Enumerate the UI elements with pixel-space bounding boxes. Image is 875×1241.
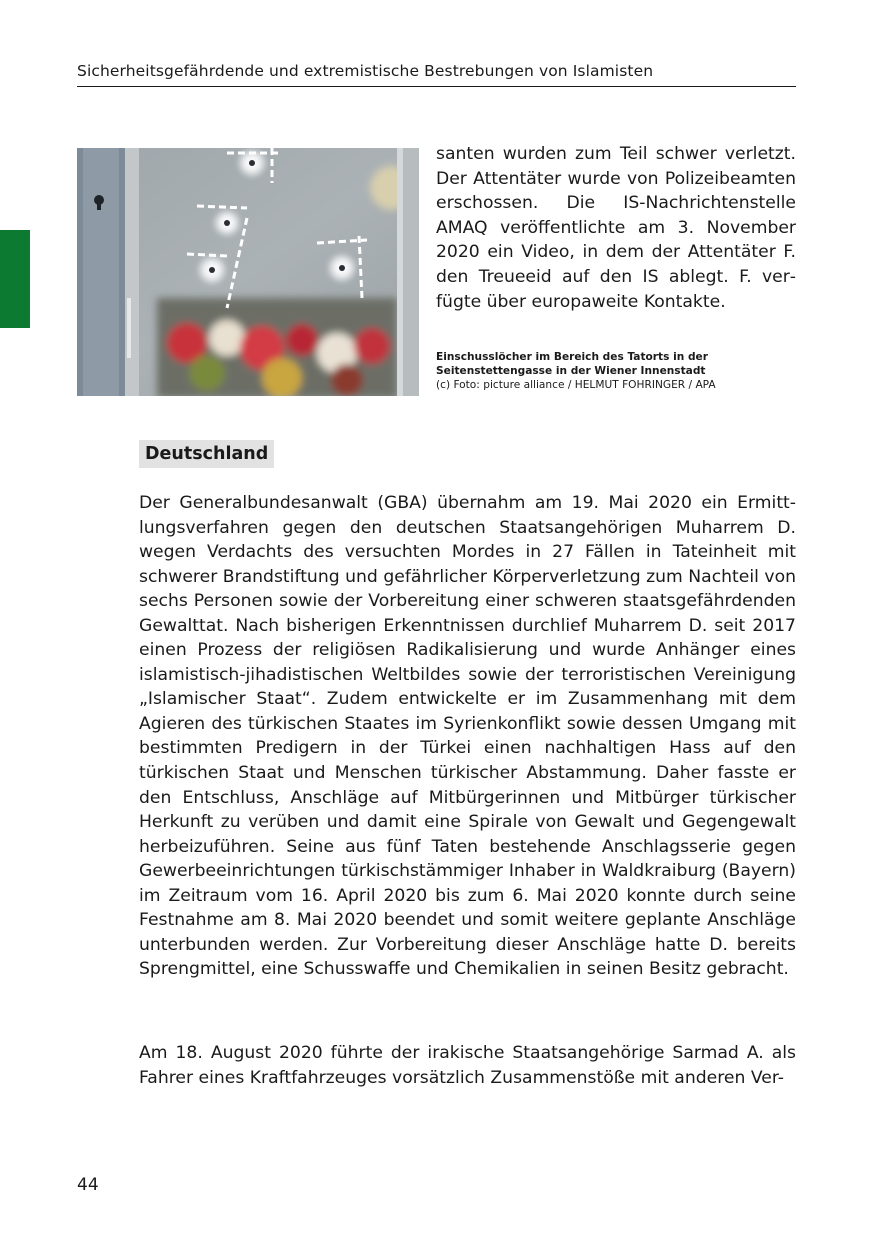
chapter-marker-tab <box>0 230 30 328</box>
section-heading <box>139 440 274 468</box>
body-paragraph <box>139 1041 796 1090</box>
body-paragraph <box>139 491 796 982</box>
page-number-text: 44 <box>77 1175 99 1195</box>
paragraph-text: Der Generalbundesanwalt (GBA) übernahm am 19. Mai 2020 ein Ermittlungsverfahren gegen den deutschen Staatsangehörigen Muharrem D. wegen Verdachts des versuchten Mordes in 27 Fällen in Tateinheit mit schwerer Brandstiftung und gefährlicher Körperverletzung zum Nachteil von sechs Personen sowie der Vorbereitung einer schweren staatsgefährdenden Gewalttat. Nach bisherigen Erkenntnissen durchlief Muharrem D. seit 2017 einen Prozess der religiösen Radikalisierung und wurde Anhänger eines islamistisch-jihadistischen Weltbildes sowie der terroristischen Vereinigung „Islamischer Staat“. Zudem entwickelte er im Zusammenhang mit dem Agieren des türkischen Staates im Syrienkonflikt sowie dessen Umgang mit bestimmten Predigern in der Türkei einen nachhaltigen Hass auf den türkischen Staat und Menschen türkischer Abstammung. Daher fasste er den Entschluss, Anschläge auf Mitbürgerinnen und Mitbürger türkischer Herkunft zu verüben und damit eine Spirale von Gewalt und Gegengewalt herbeizuführen. Seine aus fünf Taten bestehende Anschlagsserie gegen Gewerbeeinrichtungen türkischstämmiger Inhaber in Waldkraiburg (Bayern) im Zeitraum vom 16. April 2020 bis zum 6. Mai 2020 konnte durch seine Festnahme am 8. Mai 2020 beendet und somit weitere geplante Anschläge unterbunden werden. Zur Vorbereitung dieser Anschläge hatte D. bereits Sprengmittel, eine Schusswaffe und Chemikalien in seinen Besitz gebracht. <box>139 493 796 980</box>
running-header <box>77 62 796 87</box>
running-title: Sicherheitsgefährdende und extremistische Bestrebungen von Islamisten <box>77 62 654 80</box>
crime-scene-photo <box>77 148 419 396</box>
photo-caption <box>436 350 796 393</box>
caption-title: Einschusslöcher im Bereich des Tatorts in der Seitenstettengasse in der Wiener Innenstadt <box>436 351 708 378</box>
page-number <box>77 1175 99 1195</box>
paragraph-text: Am 18. August 2020 führte der irakische Staatsangehörige Sarmad A. als Fahrer eines Kraftfahrzeuges vorsätzlich Zusammenstöße mit anderen Ver- <box>139 1043 796 1088</box>
section-heading-text: Deutschland <box>145 444 269 464</box>
caption-credit: (c) Foto: picture alliance / HELMUT FOHRINGER / APA <box>436 379 716 392</box>
intro-column <box>436 142 796 314</box>
intro-paragraph: santen wurden zum Teil schwer verletzt. Der Attentäter wurde von Polizeibeamten erschossen. Die IS-Nachrichtenstelle AMAQ veröffentlichte am 3. November 2020 ein Video, in dem der Attentäter F. den Treueeid auf den IS ablegt. F. verfügte über europaweite Kontakte. <box>436 144 796 312</box>
